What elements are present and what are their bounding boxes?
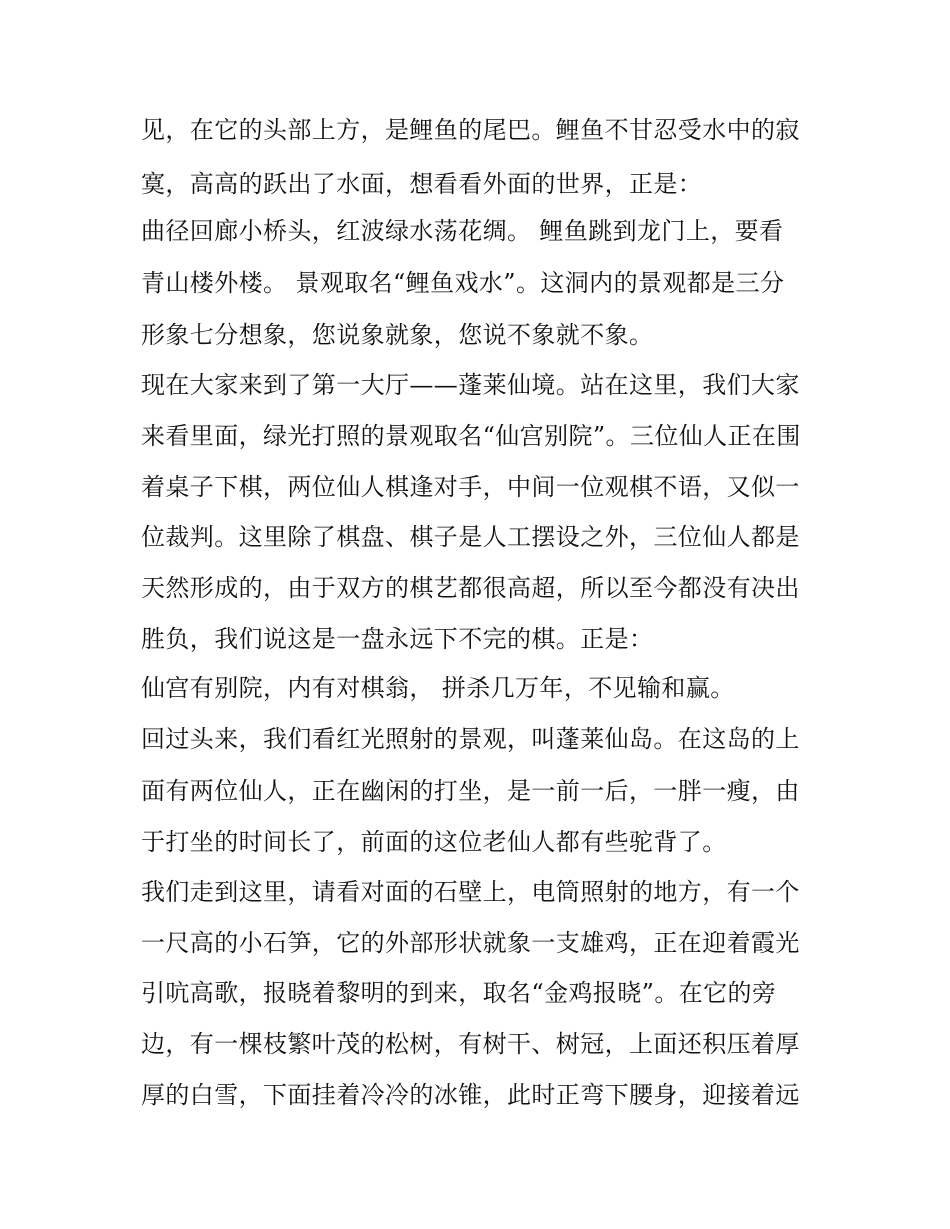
text-line: 着桌子下棋，两位仙人棋逢对手，中间一位观棋不语，又似一: [141, 473, 800, 501]
text-line: 见，在它的头部上方，是鲤鱼的尾巴。鲤鱼不甘忍受水中的寂: [141, 116, 800, 144]
text-line: 面有两位仙人，正在幽闲的打坐，是一前一后，一胖一瘦，由: [141, 777, 800, 805]
text-line: 于打坐的时间长了，前面的这位老仙人都有些驼背了。: [141, 828, 727, 856]
text-line: 厚的白雪，下面挂着冷冷的冰锥，此时正弯下腰身，迎接着远: [141, 1081, 800, 1109]
text-line: 现在大家来到了第一大厅——蓬莱仙境。站在这里，我们大家: [141, 371, 800, 399]
text-line: 寞，高高的跃出了水面，想看看外面的世界，正是：: [141, 170, 703, 198]
text-line: 一尺高的小石笋，它的外部形状就象一支雄鸡，正在迎着霞光: [141, 929, 800, 957]
text-line: 仙宫有别院，内有对棋翁， 拼杀几万年，不见输和赢。: [141, 674, 735, 702]
text-line: 形象七分想象，您说象就象，您说不象就不象。: [141, 321, 654, 349]
text-line: 曲径回廊小桥头，红波绿水荡花绸。 鲤鱼跳到龙门上，要看: [141, 217, 784, 245]
text-line: 我们走到这里，请看对面的石壁上，电筒照射的地方，有一个: [141, 878, 800, 906]
text-line: 青山楼外楼。 景观取名“鲤鱼戏水”。这洞内的景观都是三分: [141, 269, 785, 297]
text-line: 引吭高歌，报晓着黎明的到来，取名“金鸡报晓”。在它的旁: [141, 979, 777, 1007]
text-line: 位裁判。这里除了棋盘、棋子是人工摆设之外，三位仙人都是: [141, 523, 800, 551]
text-line: 边，有一棵枝繁叶茂的松树，有树干、树冠，上面还积压着厚: [141, 1030, 800, 1058]
text-line: 来看里面，绿光打照的景观取名“仙宫别院”。三位仙人正在围: [141, 422, 801, 450]
text-line: 回过头来，我们看红光照射的景观，叫蓬莱仙岛。在这岛的上: [141, 725, 800, 753]
text-line: 胜负，我们说这是一盘永远下不完的棋。正是：: [141, 625, 654, 653]
text-line: 天然形成的，由于双方的棋艺都很高超，所以至今都没有决出: [141, 574, 800, 602]
